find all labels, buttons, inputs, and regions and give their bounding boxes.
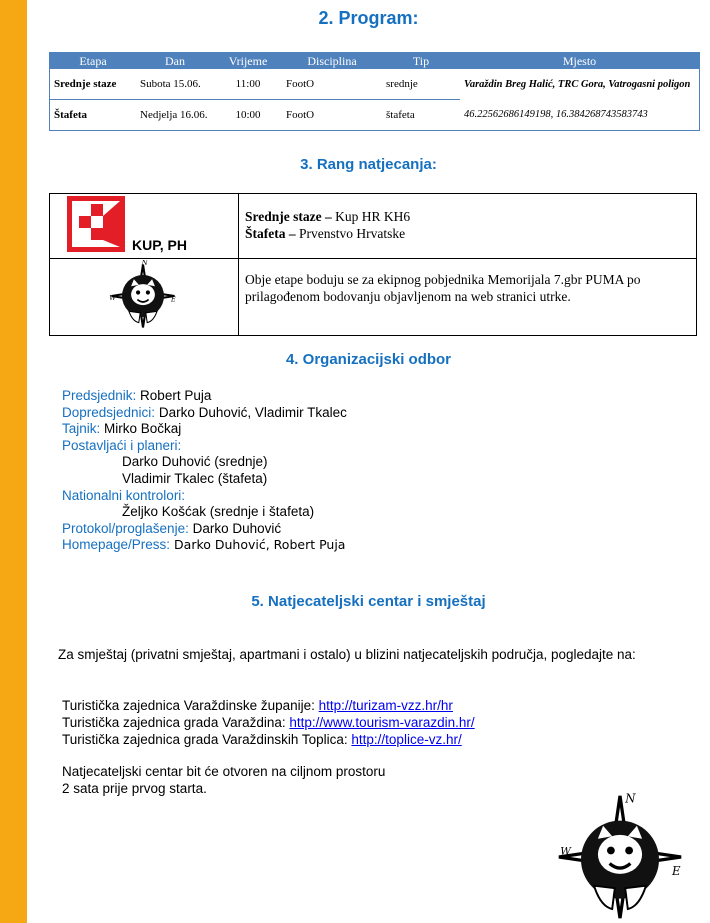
svg-text:W: W (109, 295, 116, 303)
disciplina-cell: FootO (282, 69, 382, 100)
list-item: Protokol/proglašenje: Darko Duhović (62, 520, 282, 536)
rang-line: Srednje staze – Kup HR KH6 (245, 209, 411, 224)
list-item: Tajnik: Mirko Bočkaj (62, 421, 182, 437)
column-header: Vrijeme (214, 53, 282, 70)
turizam-vzz-link[interactable]: http://turizam-vzz.hr/hr (318, 698, 453, 713)
dan-cell: Nedjelja 16.06. (136, 100, 214, 131)
centar-line: 2 sata prije prvog starta. (62, 781, 207, 796)
rang-description-1 (239, 194, 697, 259)
list-item: Nationalni kontrolori: (62, 487, 186, 503)
table-row (50, 100, 700, 131)
etapa-cell: Srednje staze (50, 69, 137, 100)
puma-compass-mascot-icon (108, 260, 178, 332)
list-item: Homepage/Press: Darko Duhović, Robert Puja (62, 537, 346, 553)
list-item: Vladimir Tkalec (štafeta) (122, 470, 268, 486)
centar-heading: 5. Natjecateljski centar i smještaj (251, 593, 486, 610)
organizacija-list (62, 388, 347, 554)
svg-text:E: E (672, 864, 681, 879)
program-table (49, 52, 700, 131)
column-header: Tip (382, 53, 460, 70)
list-item: Postavljaći i planeri: (62, 437, 182, 453)
kup-logo-text: KUP, PH (132, 237, 187, 253)
smjestaj-links (62, 697, 475, 748)
disciplina-cell: FootO (282, 100, 382, 131)
svg-text:N: N (625, 792, 636, 806)
list-item: Dopredsjednici: Darko Duhović, Vladimir Tkalec (62, 404, 347, 420)
table-row (50, 69, 700, 100)
svg-text:W: W (560, 845, 571, 858)
orange-side-stripe (0, 0, 27, 923)
rang-line: Štafeta – Prvenstvo Hrvatske (245, 226, 406, 241)
list-item: Turistička zajednica grada Varaždinskih Toplica: http://toplice-vz.hr/ (62, 732, 462, 747)
smjestaj-intro: Za smještaj (privatni smještaj, apartmani i ostalo) u blizini natjecateljskih područja, pogledajte na: (58, 647, 636, 662)
column-header: Mjesto (460, 53, 700, 70)
kup-ph-logo-icon (67, 196, 131, 254)
rang-description-2: Obje etape boduju se za ekipnog pobjednika Memorijala 7.gbr PUMA po prilagođenom bodovanju objavljenom na web stranici utrke. (239, 259, 697, 336)
vrijeme-cell: 11:00 (214, 69, 282, 100)
tip-cell: srednje (382, 69, 460, 100)
rang-table (49, 193, 697, 336)
rang-heading: 3. Rang natjecanja: (300, 156, 437, 173)
tip-cell: štafeta (382, 100, 460, 131)
centar-line: Natjecateljski centar bit će otvoren na ciljnom prostoru (62, 764, 386, 779)
svg-text:E: E (171, 296, 176, 304)
vrijeme-cell: 10:00 (214, 100, 282, 131)
puma-compass-mascot-icon (545, 792, 695, 922)
etapa-cell: Štafeta (50, 100, 137, 131)
list-item: Turistička zajednica grada Varaždina: http://www.tourism-varazdin.hr/ (62, 715, 475, 730)
svg-text:N: N (141, 260, 148, 268)
list-item: Turistička zajednica Varaždinske županije: http://turizam-vzz.hr/hr (62, 698, 453, 713)
program-table-header (50, 53, 700, 70)
centar-info (62, 763, 385, 797)
column-header: Etapa (50, 53, 137, 70)
puma-logo-cell (50, 259, 239, 336)
column-header: Dan (136, 53, 214, 70)
document-page (27, 0, 710, 923)
mjesto-coords-cell: 46.22562686149198, 16.384268743583743 (460, 100, 700, 131)
column-header: Disciplina (282, 53, 382, 70)
tourism-varazdin-link[interactable]: http://www.tourism-varazdin.hr/ (289, 715, 475, 730)
table-row (50, 259, 697, 336)
table-row (50, 194, 697, 259)
toplice-vz-link[interactable]: http://toplice-vz.hr/ (351, 732, 462, 747)
mjesto-name-cell: Varaždin Breg Halić, TRC Gora, Vatrogasni poligon (464, 78, 691, 90)
list-item: Predsjednik: Robert Puja (62, 388, 212, 403)
list-item: Darko Duhović (srednje) (122, 454, 268, 470)
dan-cell: Subota 15.06. (136, 69, 214, 100)
list-item: Željko Košćak (srednje i štafeta) (122, 504, 315, 520)
program-heading: 2. Program: (318, 8, 419, 28)
organizacija-heading: 4. Organizacijski odbor (285, 351, 452, 368)
kup-logo-cell (50, 194, 239, 259)
